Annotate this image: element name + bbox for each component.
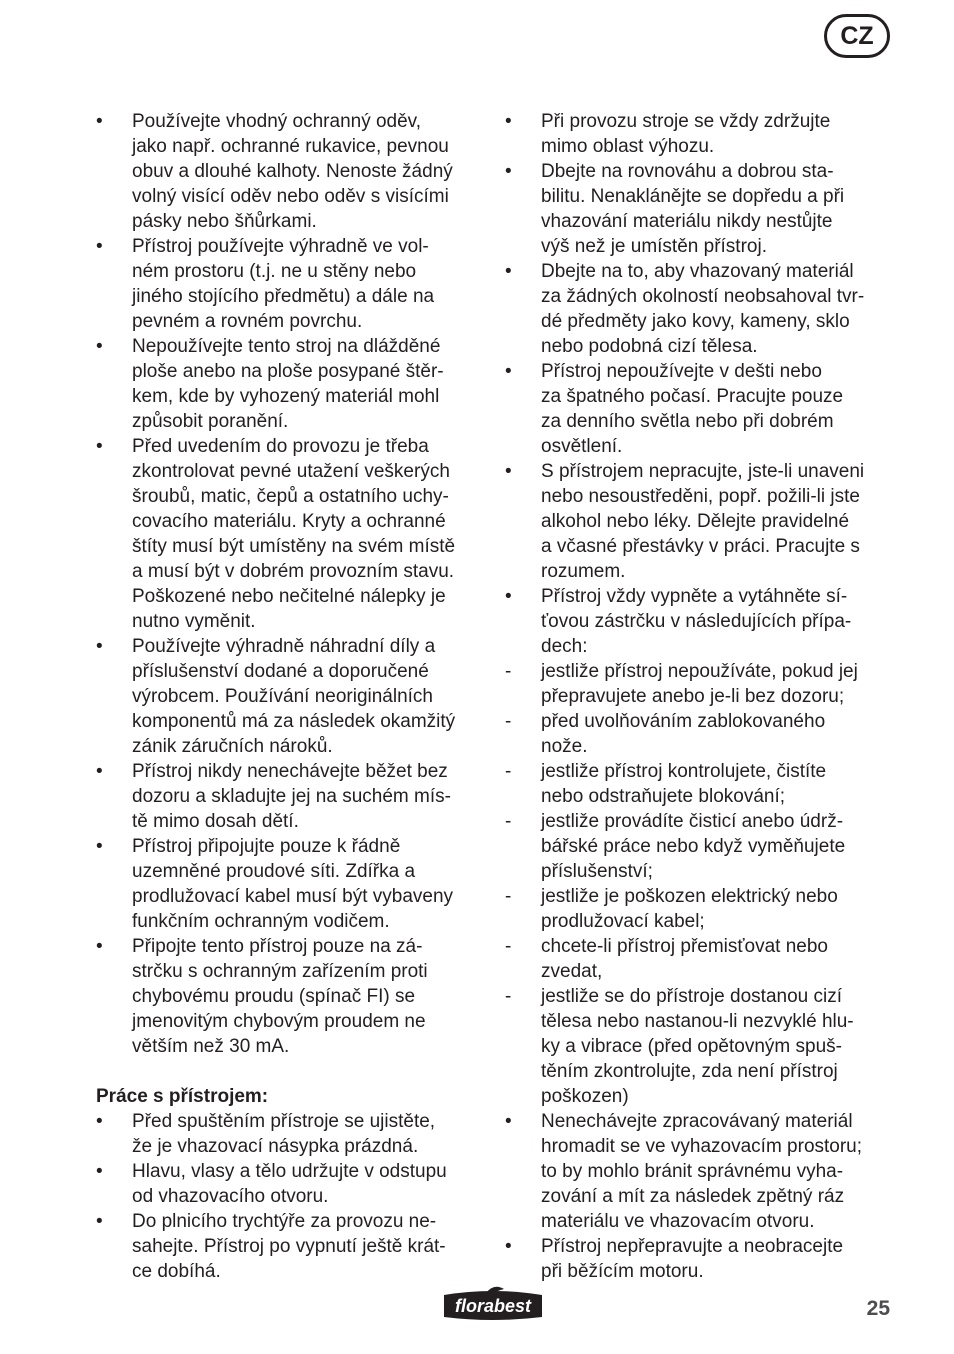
list-item xyxy=(505,759,897,809)
left-column xyxy=(96,109,488,1284)
bullet-marker: • xyxy=(96,1211,103,1232)
list-item xyxy=(505,459,897,584)
list-item-text: Nepoužívejte tento stroj na dlážděné ploše anebo na ploše posypané štěr- kem, kde by vyhozený materiál mohl způsobit poranění. xyxy=(132,336,444,432)
list-item xyxy=(505,934,897,984)
list-item-text: jestliže je poškozen elektrický nebo prodlužovací kabel; xyxy=(541,886,838,932)
list-item xyxy=(96,634,488,759)
page-number: 25 xyxy=(866,1297,890,1320)
dash-marker: - xyxy=(505,711,512,732)
dash-marker: - xyxy=(505,761,512,782)
list-item xyxy=(505,159,897,259)
bullet-marker: • xyxy=(96,836,103,857)
florabest-logo xyxy=(438,1285,548,1325)
dash-marker: - xyxy=(505,936,512,957)
list-item-text: Přístroj připojujte pouze k řádně uzemněné proudové síti. Zdířka a prodlužovací kabel musí být vybaveny funkčním ochranným vodičem. xyxy=(132,836,454,932)
list-item-text: Přístroj nikdy nenechávejte běžet bez dozoru a skladujte jej na suchém mís- tě mimo dosah dětí. xyxy=(132,761,451,832)
list-item xyxy=(505,584,897,659)
list-item-text: jestliže provádíte čisticí anebo údrž- bářské práce nebo když vyměňujete příslušenství; xyxy=(541,811,846,882)
list-item xyxy=(505,659,897,709)
bullet-marker: • xyxy=(505,461,512,482)
bullet-marker: • xyxy=(505,161,512,182)
list-item xyxy=(96,234,488,334)
bullet-marker: • xyxy=(505,261,512,282)
bullet-marker: • xyxy=(96,1161,103,1182)
logo-text: florabest xyxy=(454,1296,532,1316)
list-item xyxy=(505,359,897,459)
list-item-text: Přístroj nepoužívejte v dešti nebo za špatného počasí. Pracujte pouze za denního světla nebo při dobrém osvětlení. xyxy=(541,361,844,457)
list-item xyxy=(96,1159,488,1209)
list-item-text: Dbejte na rovnováhu a dobrou sta- bilitu. Nenaklánějte se dopředu a při vhazování materiálu nikdy nestůjte výš než je umístěn přístroj. xyxy=(541,161,845,257)
bullet-marker: • xyxy=(96,236,103,257)
dash-marker: - xyxy=(505,811,512,832)
list-item xyxy=(96,834,488,934)
list-item-text: S přístrojem nepracujte, jste-li unaveni nebo nesoustředěni, popř. požili-li jste alkohol nebo léky. Dělejte pravidelné a včasné přestávky v práci. Pracujte s rozumem. xyxy=(541,461,865,582)
list-item-text: jestliže se do přístroje dostanou cizí tělesa nebo nastanou-li nezvyklé hlu- ky a vibrace (před opětovným spuš- těním zkontrolujte, zda není přístroj poškozen) xyxy=(541,986,854,1107)
list-item xyxy=(96,1109,488,1159)
list-item-text: Používejte vhodný ochranný oděv, jako např. ochranné rukavice, pevnou obuv a dlouhé kalhoty. Nenoste žádný volný visící oděv nebo oděv s visícími pásky nebo šňůrkami. xyxy=(132,111,453,232)
list-item xyxy=(96,434,488,634)
list-item-text: před uvolňováním zablokovaného nože. xyxy=(541,711,826,757)
list-item xyxy=(505,109,897,159)
list-item xyxy=(96,1209,488,1284)
list-item xyxy=(96,759,488,834)
list-item-text: Do plnicího trychtýře za provozu ne- sahejte. Přístroj po vypnutí ještě krát- ce dobíhá. xyxy=(132,1211,446,1282)
list-item-text: Dbejte na to, aby vhazovaný materiál za žádných okolností neobsahoval tvr- dé předměty jako kovy, kameny, sklo nebo podobná cizí tělesa. xyxy=(541,261,865,357)
bullet-marker: • xyxy=(505,111,512,132)
list-item xyxy=(505,984,897,1109)
bullet-marker: • xyxy=(96,436,103,457)
list-item xyxy=(505,709,897,759)
list-item-text: Hlavu, vlasy a tělo udržujte v odstupu od vhazovacího otvoru. xyxy=(132,1161,447,1207)
list-item xyxy=(505,884,897,934)
bullet-marker: • xyxy=(96,636,103,657)
list-item xyxy=(96,109,488,234)
list-item-text: Před uvedením do provozu je třeba zkontrolovat pevné utažení veškerých šroubů, matic, čepů a ostatního uchy- covacího materiálu. Kryty a ochranné štíty musí být umístěny na svém místě a musí být v dobrém provozním stavu. Poškozené nebo nečitelné nálepky je nutno vyměnit. xyxy=(132,436,456,632)
bullet-marker: • xyxy=(505,1236,512,1257)
list-item xyxy=(505,1109,897,1234)
safety-list-right xyxy=(505,109,897,1284)
bullet-marker: • xyxy=(96,761,103,782)
list-item xyxy=(96,334,488,434)
safety-list-bottom xyxy=(96,1109,488,1284)
dash-marker: - xyxy=(505,661,512,682)
list-item-text: Nenechávejte zpracovávaný materiál hromadit se ve vyhazovacím prostoru; to by mohlo bránit správnému vyha- zování a mít za následek zpětný ráz materiálu ve vhazovacím otvoru. xyxy=(541,1111,863,1232)
list-item-text: chcete-li přístroj přemisťovat nebo zvedat, xyxy=(541,936,828,982)
dash-marker: - xyxy=(505,986,512,1007)
list-item xyxy=(96,934,488,1059)
list-item-text: Před spuštěním přístroje se ujistěte, že je vhazovací násypka prázdná. xyxy=(132,1111,436,1157)
list-item-text: Přístroj vždy vypněte a vytáhněte sí- ťovou zástrčku v následujících přípa- dech: xyxy=(541,586,852,657)
list-item-text: Při provozu stroje se vždy zdržujte mimo oblast výhozu. xyxy=(541,111,831,157)
bullet-marker: • xyxy=(96,1111,103,1132)
right-column xyxy=(505,109,897,1284)
list-item-text: jestliže přístroj nepoužíváte, pokud jej přepravujete anebo je-li bez dozoru; xyxy=(541,661,858,707)
bullet-marker: • xyxy=(96,336,103,357)
list-item-text: Přístroj používejte výhradně ve vol- ném prostoru (t.j. ne u stěny nebo jiného stojícího předmětu) a dále na pevném a rovném povrchu. xyxy=(132,236,435,332)
list-item-text: Připojte tento přístroj pouze na zá- strčku s ochranným zařízením proti chybovému proudu (spínač FI) se jmenovitým chybovým proudem ne větším než 30 mA. xyxy=(132,936,428,1057)
list-item xyxy=(505,259,897,359)
bullet-marker: • xyxy=(96,111,103,132)
bullet-marker: • xyxy=(505,361,512,382)
list-item-text: Přístroj nepřepravujte a neobracejte při běžícím motoru. xyxy=(541,1236,844,1282)
bullet-marker: • xyxy=(96,936,103,957)
bullet-marker: • xyxy=(505,1111,512,1132)
section-heading: Práce s přístrojem: xyxy=(96,1086,269,1107)
list-item-text: jestliže přístroj kontrolujete, čistíte nebo odstraňujete blokování; xyxy=(541,761,827,807)
list-item-text: Používejte výhradně náhradní díly a příslušenství dodané a doporučené výrobcem. Používání neoriginálních komponentů má za následek okamžitý zánik záručních nároků. xyxy=(132,636,456,757)
language-badge: CZ xyxy=(824,14,890,58)
list-item xyxy=(505,1234,897,1284)
safety-list-top xyxy=(96,109,488,1059)
bullet-marker: • xyxy=(505,586,512,607)
list-item xyxy=(505,809,897,884)
dash-marker: - xyxy=(505,886,512,907)
